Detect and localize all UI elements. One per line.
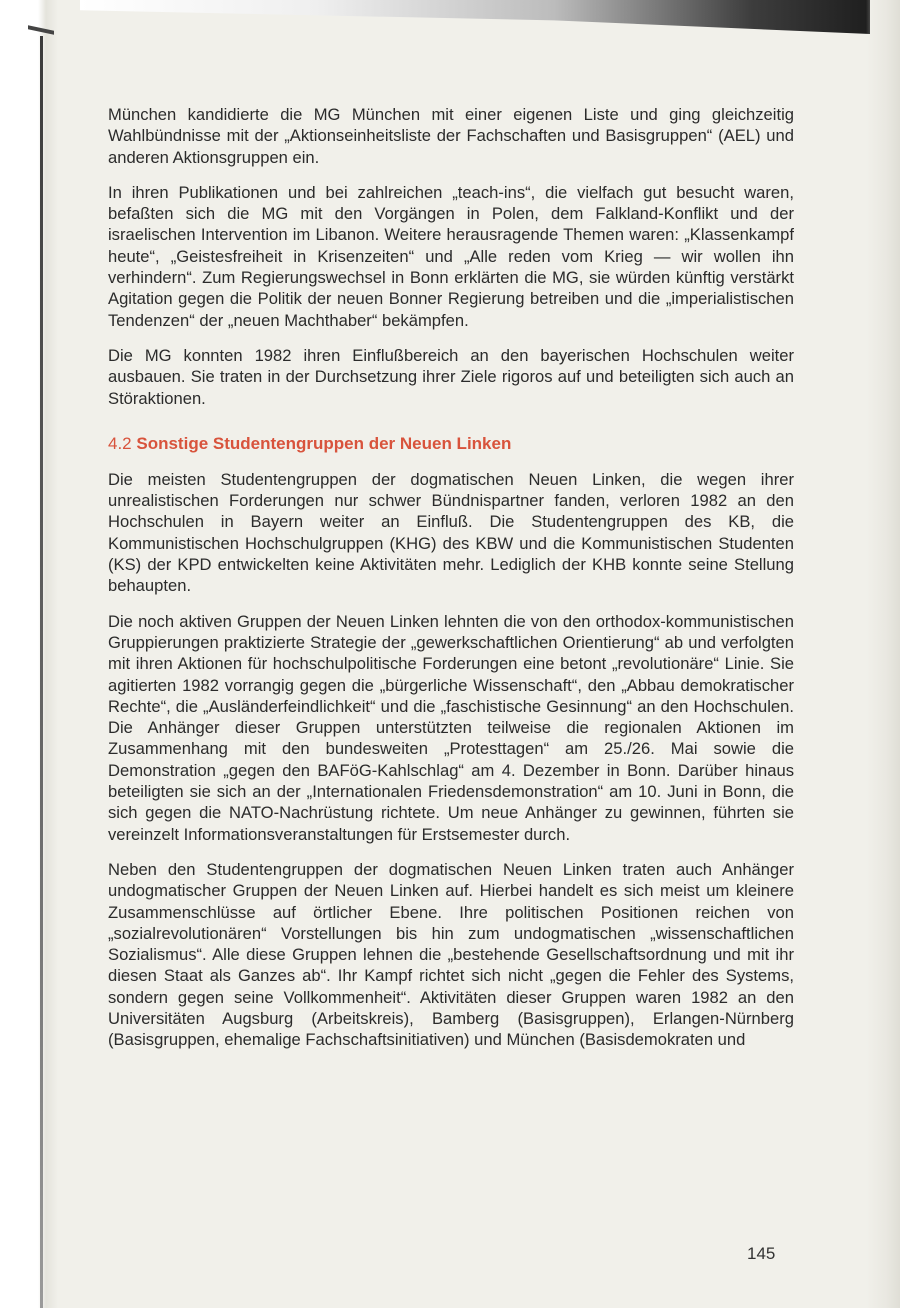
section-title: Sonstige Studentengruppen der Neuen Linken — [136, 433, 512, 453]
section-number: 4.2 — [108, 433, 132, 453]
right-page-shadow — [866, 0, 900, 1308]
paragraph-4: Die meisten Studentengruppen der dogmatischen Neuen Linken, die wegen ihrer unrealistischen Forderungen nur schwer Bündnispartner fanden, verloren 1982 an den Hochschulen in Bayern weiter an Einfluß. Die Studentengruppen des KB, die Kommunistischen Hochschulgruppen (KHG) des KBW und die Kommunistischen Studenten (KS) der KPD entwickelten keine Aktivitäten mehr. Lediglich der KHB konnte seine Stellung behaupten. — [108, 469, 794, 596]
book-spine-line — [40, 36, 43, 1308]
page-gutter — [0, 0, 58, 1308]
paragraph-3: Die MG konnten 1982 ihren Einflußbereich an den bayerischen Hochschulen weiter ausbauen. Sie traten in der Durchsetzung ihrer Ziele rigoros auf und beteiligten sich auch an Störaktionen. — [108, 345, 794, 408]
top-scan-shadow — [80, 0, 870, 34]
page-number: 145 — [747, 1244, 776, 1263]
page-body — [108, 104, 794, 1065]
paragraph-2: In ihren Publikationen und bei zahlreichen „teach-ins“, die vielfach gut besucht waren, befaßten sich die MG mit den Vorgängen in Polen, dem Falkland-Konflikt und der israelischen Intervention im Libanon. Weitere herausragende Themen waren: „Klassenkampf heute“, „Geistesfreiheit in Krisenzeiten“ und „Alle reden vom Krieg — wir wollen ihn verhindern“. Zum Regierungswechsel in Bonn erklärten die MG, sie würden künftig verstärkt Agitation gegen die Politik der neuen Bonner Regierung betreiben und die „imperialistischen Tendenzen“ der „neuen Machthaber“ bekämpfen. — [108, 182, 794, 330]
paragraph-1: München kandidierte die MG München mit einer eigenen Liste und ging gleichzeitig Wahlbündnisse mit der „Aktionseinheitsliste der Fachschaften und Basisgruppen“ (AEL) und anderen Aktionsgruppen ein. — [108, 105, 794, 167]
paragraph-6: Neben den Studentengruppen der dogmatischen Neuen Linken traten auch Anhänger undogmatischer Gruppen der Neuen Linken auf. Hierbei handelt es sich meist um kleinere Zusammenschlüsse auf örtlicher Ebene. Ihre politischen Positionen reichen von „sozialrevolutionären“ Vorstellungen bis hin zum undogmatischen „wissenschaftlichen Sozialismus“. Alle diese Gruppen lehnen die „bestehende Gesellschaftsordnung und mit ihr diesen Staat als Ganzes ab“. Ihr Kampf richtet sich nicht „gegen die Fehler des Systems, sondern gegen seine Vollkommenheit“. Aktivitäten dieser Gruppen waren 1982 an den Universitäten Augsburg (Arbeitskreis), Bamberg (Basisgruppen), Erlangen-Nürnberg (Basisgruppen, ehemalige Fachschaftsinitiativen) und München (Basisdemokraten und — [108, 859, 794, 1050]
section-heading — [108, 433, 794, 455]
paragraph-5: Die noch aktiven Gruppen der Neuen Linken lehnten die von den orthodox-kommunistischen Gruppierungen praktizierte Strategie der „gewerkschaftlichen Orientierung“ ab und verfolgten mit ihren Aktionen für hochschulpolitische Forderungen eine betont „revolutionäre“ Linie. Sie agitierten 1982 vorrangig gegen die „bürgerliche Wissenschaft“, den „Abbau demokratischer Rechte“, die „Ausländerfeindlichkeit“ und die „faschistische Gesinnung“ an den Hochschulen. Die Anhänger dieser Gruppen unterstützten teilweise die regionalen Aktionen im Zusammenhang mit den bundesweiten „Protesttagen“ am 25./26. Mai sowie die Demonstration „gegen den BAFöG-Kahlschlag“ am 4. Dezember in Bonn. Darüber hinaus beteiligten sie sich an der „Internationalen Friedensdemonstration“ am 10. Juni in Bonn, die sich gegen die NATO-Nachrüstung richtete. Um neue Anhänger zu gewinnen, führten sie vereinzelt Informationsveranstaltungen für Erstsemester durch. — [108, 611, 794, 844]
